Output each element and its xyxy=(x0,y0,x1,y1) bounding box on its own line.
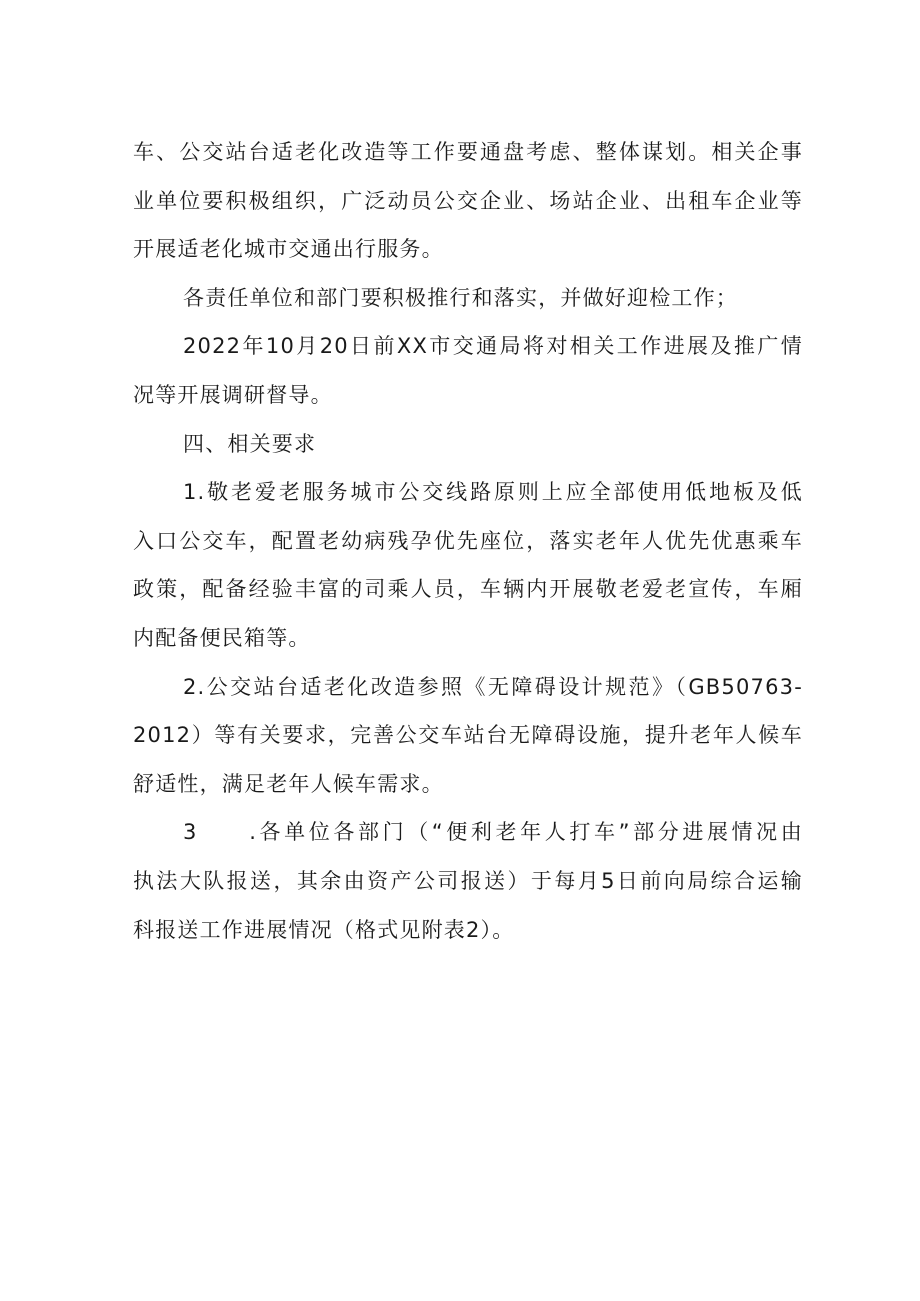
text-line: 车、公交站台适老化改造等工作要通盘考虑、整体谋划。相关企事 xyxy=(133,140,803,164)
text-line: 3 .各单位各部门（“便利老年人打车”部分进展情况由 xyxy=(183,820,803,845)
requirement-item-2 xyxy=(133,663,803,809)
section-heading xyxy=(133,420,803,469)
requirement-item-3 xyxy=(133,808,803,954)
text-line: 内配备便民箱等。 xyxy=(133,625,311,650)
text-line: 各责任单位和部门要积极推行和落实，并做好迎检工作； xyxy=(183,285,738,310)
requirement-item-1 xyxy=(133,468,803,662)
text-line: 1.敬老爱老服务城市公交线路原则上应全部使用低地板及低 xyxy=(183,480,803,505)
text-line: 况等开展调研督导。 xyxy=(133,382,333,407)
paragraph-supervision-date xyxy=(133,322,803,419)
text-line: 科报送工作进展情况（格式见附表2）。 xyxy=(133,917,515,942)
text-line: 政策，配备经验丰富的司乘人员，车辆内开展敬老爱老宣传，车厢 xyxy=(133,577,803,602)
text-line: 2022年10月20日前XX市交通局将对相关工作进展及推广情 xyxy=(183,334,803,359)
text-line: 业单位要积极组织，广泛动员公交企业、场站企业、出租车企业等 xyxy=(133,188,803,213)
text-line: 舒适性，满足老年人候车需求。 xyxy=(133,771,444,796)
text-line: 四、相关要求 xyxy=(183,431,317,456)
text-line: 入口公交车，配置老幼病残孕优先座位，落实老年人优先优惠乘车 xyxy=(133,528,803,553)
text-line: 2012）等有关要求，完善公交车站台无障碍设施，提升老年人候车 xyxy=(133,723,803,748)
document-body xyxy=(133,128,803,954)
text-line: 开展适老化城市交通出行服务。 xyxy=(133,237,444,262)
paragraph-inspection-prep xyxy=(133,274,803,323)
paragraph-continuation xyxy=(133,128,803,274)
text-line: 执法大队报送，其余由资产公司报送）于每月5日前向局综合运输 xyxy=(133,868,803,893)
text-line: 2.公交站台适老化改造参照《无障碍设计规范》（GB50763- xyxy=(183,674,803,699)
